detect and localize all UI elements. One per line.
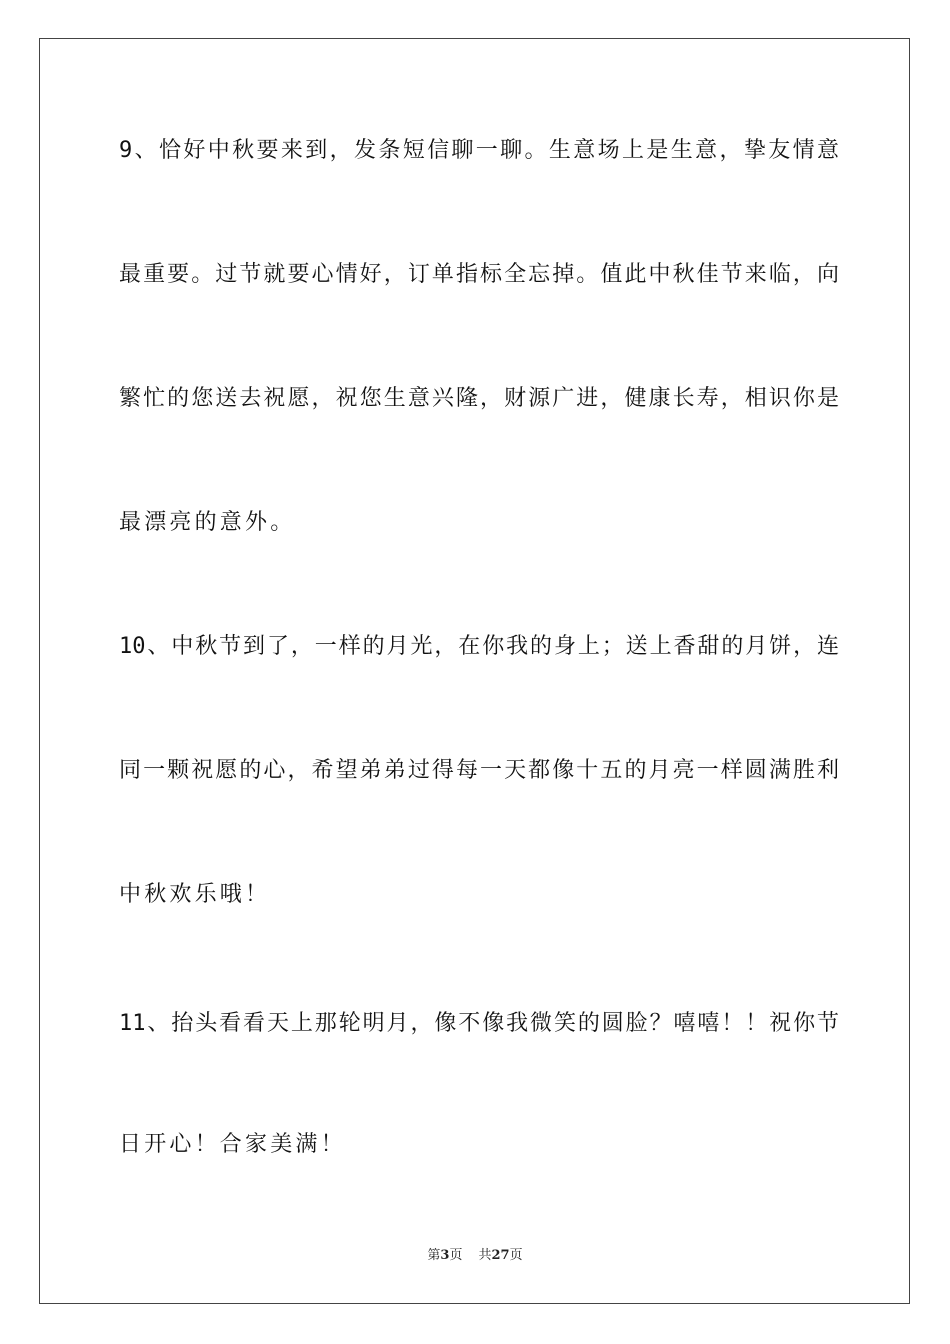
paragraph-10-line-3: 中秋欢乐哦！ (119, 882, 271, 907)
total-pages-number: 27 (491, 1248, 510, 1263)
page-prefix: 第 (427, 1248, 441, 1263)
paragraph-11-line-2: 日开心！合家美满！ (119, 1132, 346, 1157)
paragraph-9-line-4: 最漂亮的意外。 (119, 510, 296, 535)
page-footer (0, 1247, 950, 1265)
paragraph-10-line-2: 同一颗祝愿的心，希望弟弟过得每一天都像十五的月亮一样圆满胜利 (119, 758, 839, 783)
paragraph-9-line-1: 9、恰好中秋要来到，发条短信聊一聊。生意场上是生意，挚友情意 (119, 138, 839, 163)
page-suffix: 页 (449, 1248, 463, 1263)
page-border (39, 38, 910, 1304)
paragraph-9-line-2: 最重要。过节就要心情好，订单指标全忘掉。值此中秋佳节来临，向 (119, 262, 839, 287)
paragraph-11-line-1: 11、抬头看看天上那轮明月，像不像我微笑的圆脸？嘻嘻！！祝你节 (119, 1011, 839, 1036)
paragraph-10-line-1: 10、中秋节到了，一样的月光，在你我的身上；送上香甜的月饼，连 (119, 634, 839, 659)
current-page-number: 3 (440, 1248, 450, 1263)
paragraph-9-line-3: 繁忙的您送去祝愿，祝您生意兴隆，财源广进，健康长寿，相识你是 (119, 386, 839, 411)
total-suffix: 页 (509, 1248, 523, 1263)
total-prefix: 共 (478, 1248, 492, 1263)
